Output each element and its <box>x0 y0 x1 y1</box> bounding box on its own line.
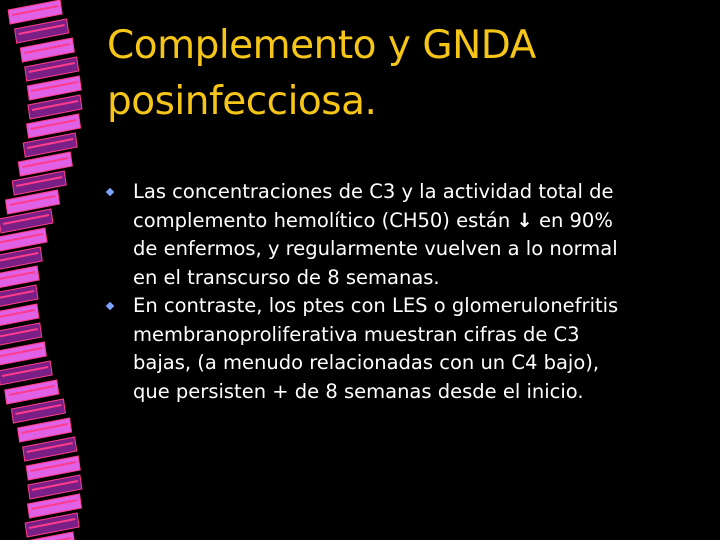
ribbon-segment <box>20 38 74 62</box>
bullet-text-line: que persisten + de 8 semanas desde el inicio. <box>133 379 584 403</box>
slide-title <box>107 18 707 130</box>
diamond-bullet-icon <box>106 302 114 310</box>
bullet-text-line: de enfermos, y regularmente vuelven a lo normal <box>133 237 618 260</box>
bullet-text-line: Las concentraciones de C3 y la actividad total de <box>133 180 614 203</box>
bullet-text-line: En contraste, los ptes con LES o glomerulonefritis <box>133 294 619 317</box>
ribbon-segment <box>8 0 62 24</box>
title-line-1: Complemento y GNDA <box>107 23 536 68</box>
diamond-bullet-icon <box>106 188 114 196</box>
bullet-text-segment: en 90% <box>538 208 613 232</box>
bullet-text-line: membranoproliferativa muestran cifras de C3 <box>133 322 580 346</box>
ribbon-segment <box>15 19 69 43</box>
ribbon-segment <box>18 418 72 442</box>
decorative-ribbon <box>0 0 110 540</box>
bullet-item <box>100 178 700 292</box>
ribbon-segment <box>0 361 52 385</box>
bullet-text-segment: complemento hemolítico (CH50) están <box>133 208 511 232</box>
ribbon-segment <box>11 399 65 423</box>
bullet-list <box>100 178 700 406</box>
bullet-text-line: en el transcurso de 8 semanas. <box>133 265 440 289</box>
ribbon-segment <box>0 342 46 366</box>
down-arrow-icon: ↓ <box>516 208 533 232</box>
bullet-text-line: bajas, (a menudo relacionadas con un C4 bajo), <box>133 351 600 374</box>
ribbon-segment <box>5 380 59 404</box>
bullet-text-line <box>133 207 700 236</box>
title-line-2: posinfecciosa. <box>107 79 377 124</box>
bullet-item <box>100 292 700 406</box>
